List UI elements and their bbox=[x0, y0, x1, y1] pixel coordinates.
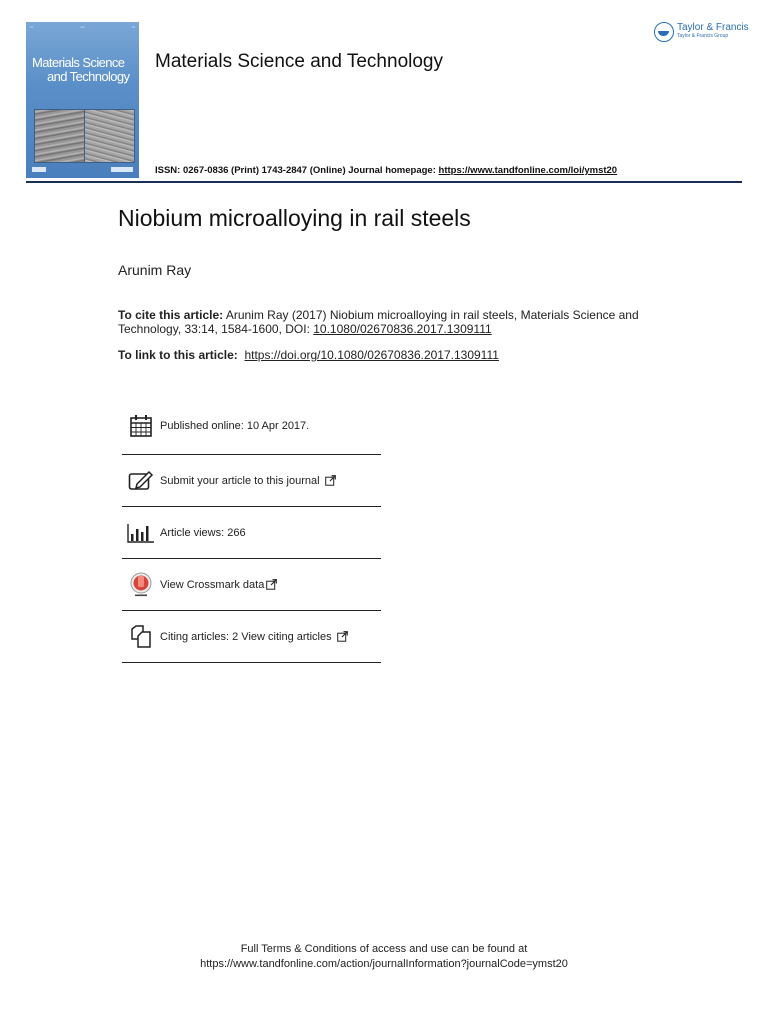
calendar-icon bbox=[126, 413, 156, 439]
citation-block bbox=[118, 308, 678, 336]
crossmark-icon bbox=[126, 572, 156, 598]
cover-title-line1: Materials Science bbox=[32, 55, 125, 70]
article-info-list bbox=[122, 398, 381, 663]
journal-title: Materials Science and Technology bbox=[155, 51, 443, 72]
info-citing[interactable] bbox=[122, 611, 381, 663]
link-label: To link to this article: bbox=[118, 348, 238, 362]
info-submit[interactable] bbox=[122, 455, 381, 507]
bar-chart-icon bbox=[126, 520, 156, 546]
citation-label: To cite this article: bbox=[118, 308, 224, 322]
journal-cover-image bbox=[26, 22, 139, 178]
cover-footer-logos bbox=[32, 165, 133, 173]
article-doi-link[interactable]: https://doi.org/10.1080/02670836.2017.1309111 bbox=[244, 348, 499, 362]
header-divider bbox=[26, 181, 742, 183]
info-views bbox=[122, 507, 381, 559]
article-views-label: Article views: 266 bbox=[160, 526, 246, 539]
submit-article-link[interactable]: Submit your article to this journal bbox=[160, 474, 320, 487]
publisher-tagline: Taylor & Francis Group bbox=[677, 33, 729, 39]
citation-text: Arunim Ray (2017) Niobium microalloying in rail steels, Materials Science and Technology, 33:14, 1584-1600, DOI: bbox=[118, 308, 639, 336]
publisher-name: Taylor & Francis bbox=[677, 22, 749, 33]
crossmark-link[interactable]: View Crossmark data bbox=[160, 578, 265, 591]
article-link-block bbox=[118, 348, 499, 362]
article-title: Niobium microalloying in rail steels bbox=[118, 205, 471, 231]
info-crossmark[interactable] bbox=[122, 559, 381, 611]
edit-icon bbox=[126, 468, 156, 494]
citing-articles-link[interactable]: Citing articles: 2 View citing articles bbox=[160, 630, 332, 643]
external-link-icon bbox=[337, 627, 348, 646]
issn-text: ISSN: 0267-0836 (Print) 1743-2847 (Online) Journal homepage: bbox=[155, 165, 439, 176]
footer-terms-link[interactable]: https://www.tandfonline.com/action/journalInformation?journalCode=ymst20 bbox=[200, 958, 568, 970]
issn-line bbox=[155, 165, 617, 176]
info-published bbox=[122, 398, 381, 455]
journal-homepage-link[interactable]: https://www.tandfonline.com/loi/ymst20 bbox=[438, 165, 618, 176]
footer-terms bbox=[0, 942, 768, 972]
cover-micrograph-right bbox=[84, 109, 135, 163]
footer-line1: Full Terms & Conditions of access and use can be found at bbox=[240, 943, 528, 955]
cover-header-strip: ▪▪▪ ▪▪▪▪ ▪▪▪ bbox=[30, 25, 135, 29]
citation-doi-link[interactable]: 10.1080/02670836.2017.1309111 bbox=[313, 322, 492, 336]
published-online-label: Published online: 10 Apr 2017. bbox=[160, 420, 310, 432]
cover-micrograph-left bbox=[34, 109, 85, 163]
publisher-logo[interactable] bbox=[654, 22, 749, 42]
cover-title bbox=[32, 56, 136, 84]
article-author: Arunim Ray bbox=[118, 262, 192, 278]
taylor-francis-logo-icon bbox=[654, 22, 674, 42]
citing-icon bbox=[126, 624, 156, 650]
external-link-icon bbox=[325, 471, 336, 490]
cover-title-line2: and Technology bbox=[47, 69, 130, 84]
external-link-icon bbox=[266, 575, 277, 594]
